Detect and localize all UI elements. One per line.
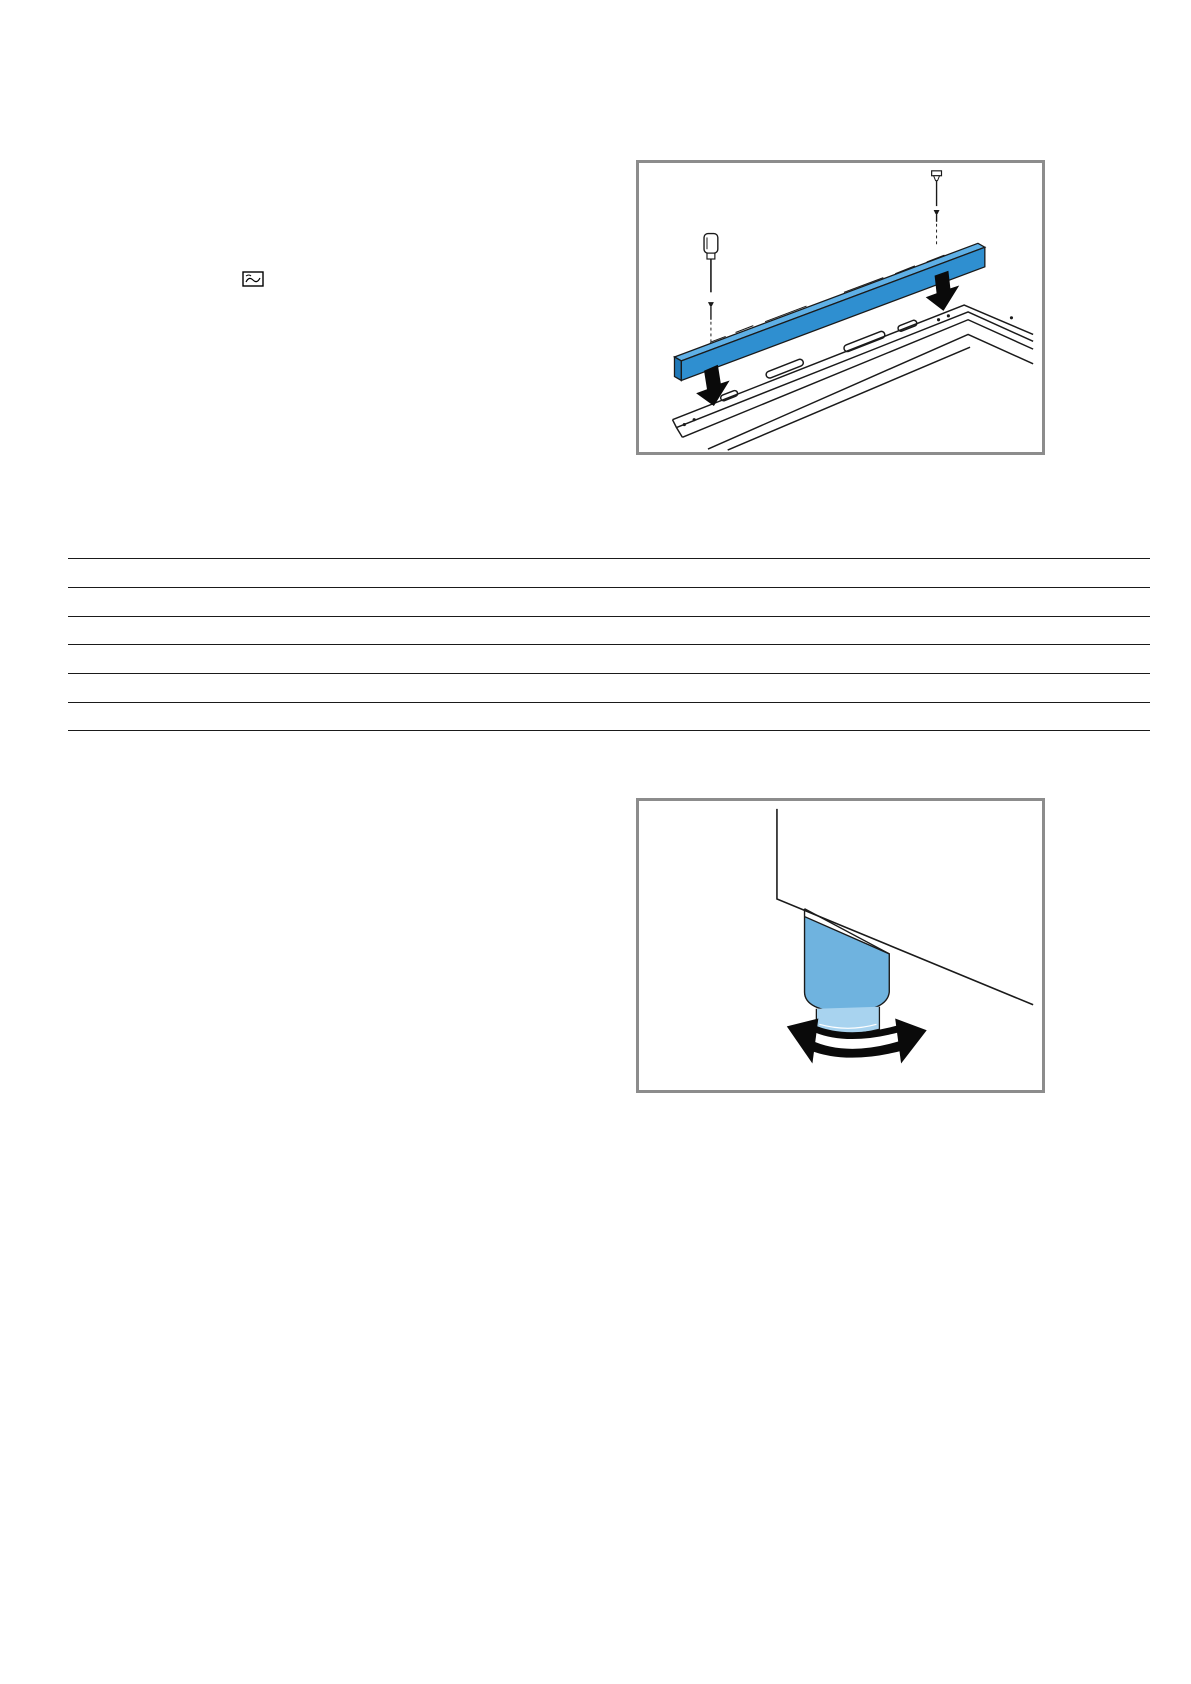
table-rule (68, 673, 1150, 674)
table-rule (68, 558, 1150, 559)
screw-icon (708, 302, 714, 341)
table-rule (68, 730, 1150, 731)
screwdriver-icon (704, 234, 718, 293)
appliance-frame (673, 305, 1034, 450)
table-rule (68, 587, 1150, 588)
install-cover-strip-figure (636, 160, 1045, 455)
table-rule (68, 644, 1150, 645)
adjust-foot-figure (636, 798, 1045, 1093)
oven-mode-icon (242, 271, 264, 287)
table-rule (68, 702, 1150, 703)
table-rule (68, 616, 1150, 617)
screw-icon (932, 171, 942, 247)
